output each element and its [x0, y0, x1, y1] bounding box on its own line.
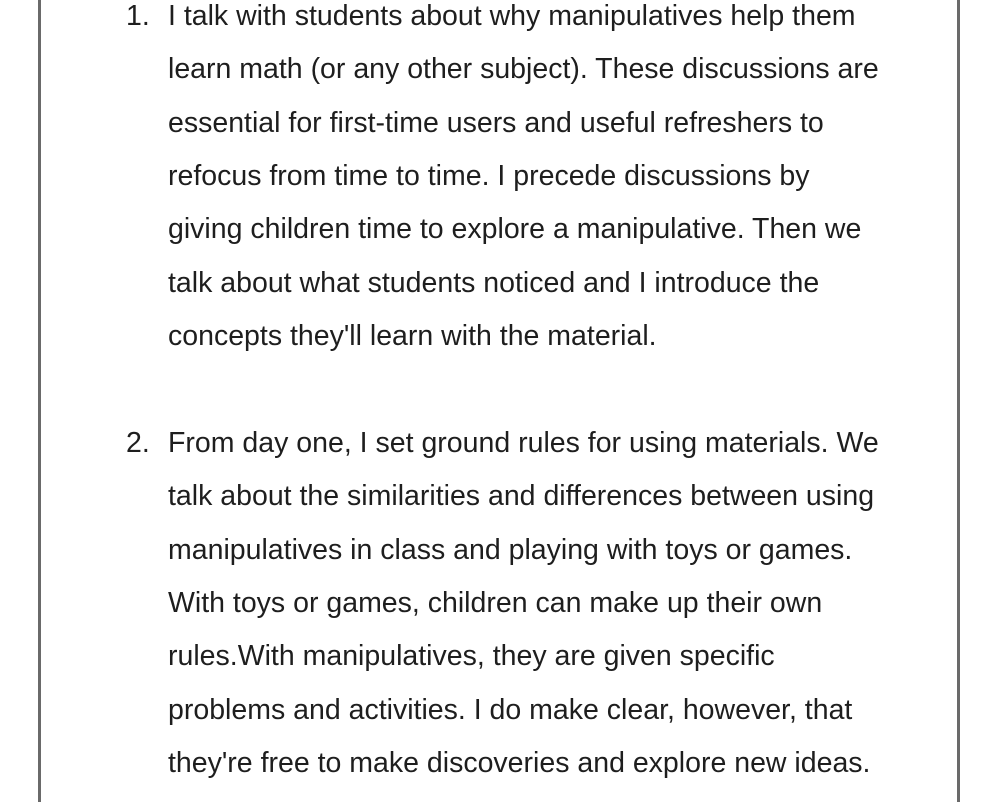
text-line: refocus from time to time. I precede discussions by — [168, 159, 810, 192]
text-line: I talk with students about why manipulatives help them — [168, 0, 856, 32]
text-line: rules.With manipulatives, they are given specific — [168, 640, 775, 673]
text-line: learn math (or any other subject). These discussions are — [168, 53, 879, 86]
text-line: giving children time to explore a manipulative. Then we — [168, 213, 862, 246]
text-line: concepts they'll learn with the material. — [168, 319, 657, 352]
text-line: With toys or games, children can make up their own — [168, 586, 823, 619]
text-line: problems and activities. I do make clear, however, that — [168, 693, 853, 726]
text-line: essential for first-time users and useful refreshers to — [168, 106, 824, 139]
text-line: From day one, I set ground rules for using materials. We — [168, 427, 879, 459]
text-line: talk about the similarities and differences between using — [168, 480, 875, 513]
text-line: talk about what students noticed and I introduce the — [168, 266, 820, 299]
list-item-number: 1. — [126, 0, 150, 32]
text-line: manipulatives in class and playing with toys or games. — [168, 533, 853, 566]
list-item-number: 2. — [126, 427, 150, 459]
text-line: they're free to make discoveries and explore new ideas. — [168, 746, 871, 779]
